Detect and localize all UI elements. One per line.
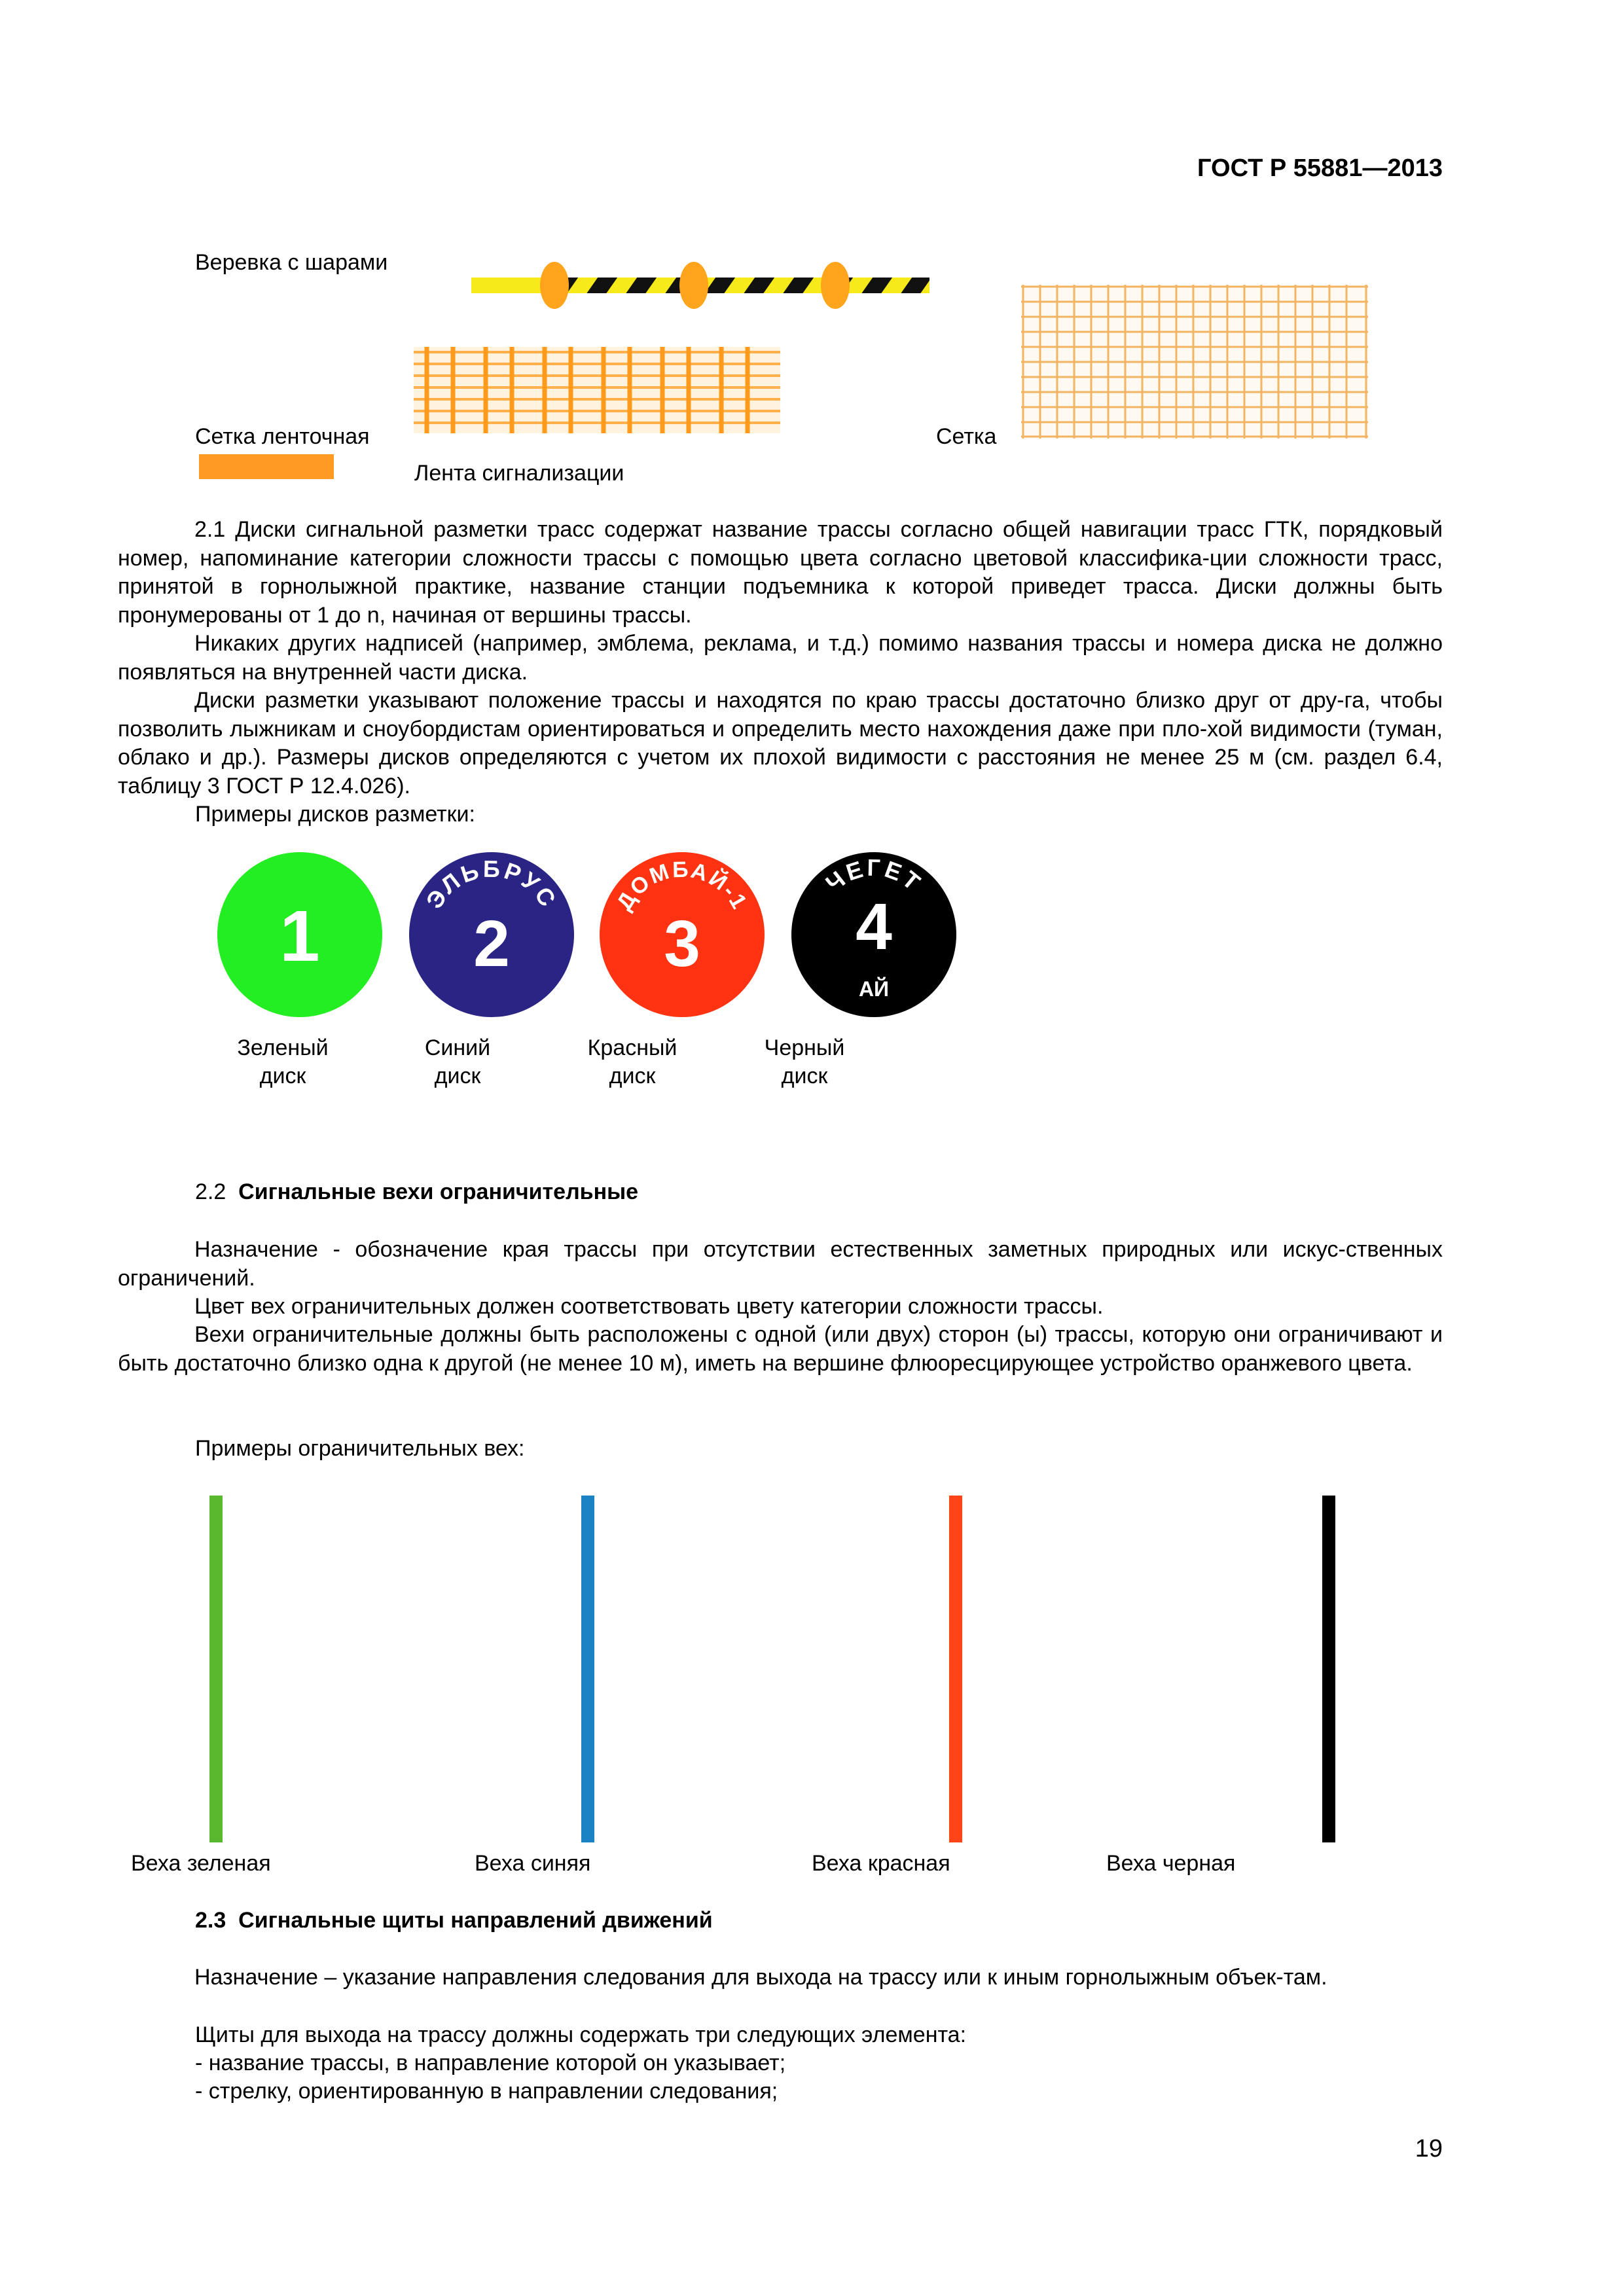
black-disc <box>790 851 958 1018</box>
rope-with-balls-image <box>471 262 929 314</box>
green-disc <box>216 851 384 1018</box>
tape-net-image <box>414 347 780 433</box>
document-code: ГОСТ Р 55881—2013 <box>1197 154 1443 182</box>
tape-net-label: Сетка ленточная <box>195 424 370 449</box>
red-disc <box>598 851 766 1018</box>
paragraph-2-2-purpose: Назначение - обозначение края трассы при отсутствии естественных заметных природных или искус-ственных ограничений. <box>118 1237 1443 1291</box>
blue-disc-caption: Синий диск <box>424 1035 491 1088</box>
blue-pole-label: Веха синяя <box>475 1851 591 1876</box>
section-2-2-heading: 2.2 Сигнальные вехи ограничительные <box>195 1179 639 1204</box>
green-pole-label: Веха зеленая <box>131 1851 271 1876</box>
black-disc-caption: Черный диск <box>764 1035 845 1088</box>
paragraph-2-2-placement: Вехи ограничительные должны быть расположены с одной (или двух) сторон (ы) трассы, которую они ограничивают и быть достаточно близко одна к другой (не менее 10 м), иметь на вершине флюоресцирующее устройство оранжевого цвета. <box>118 1322 1443 1376</box>
rope-label: Веревка с шарами <box>195 250 388 275</box>
disc-number: 3 <box>664 907 700 980</box>
blue-pole <box>581 1496 594 1842</box>
red-pole-label: Веха красная <box>812 1851 950 1876</box>
paragraph-2-3-purpose: Назначение – указание направления следования для выхода на трассу или к иным горнолыжным объек-там. <box>194 1965 1327 1990</box>
section-2-3-heading: 2.3 Сигнальные щиты направлений движений <box>195 1908 713 1933</box>
paragraph-2-2-color: Цвет вех ограничительных должен соответствовать цвету категории сложности трассы. <box>194 1294 1104 1319</box>
signboard-elements-intro: Щиты для выхода на трассу должны содержать три следующих элемента: <box>195 2022 967 2047</box>
red-pole <box>949 1496 962 1842</box>
paragraph-2-1-placement: Диски разметки указывают положение трассы и находятся по краю трассы достаточно близко друг от дру-га, чтобы позволить лыжникам и сноубордистам ориентироваться и определить место нахождения даже при пло-хой видимости (туман, облако и др.). Размеры дисков определяются с учетом их плохой видимости с расстояния не менее 25 м (см. раздел 6.4, таблицу 3 ГОСТ Р 12.4.026). <box>118 688 1443 798</box>
red-disc-caption: Красный диск <box>587 1035 677 1088</box>
blue-disc <box>408 851 575 1018</box>
paragraph-2-1-no-inscriptions: Никаких других надписей (например, эмблема, реклама, и т.д.) помимо названия трассы и номера диска не должно появляться на внутренней части диска. <box>118 631 1443 685</box>
disc-number: 2 <box>473 907 510 980</box>
disc-trail-name: ЭЛЬБРУС <box>420 855 563 914</box>
disc-number: 4 <box>856 890 892 963</box>
signboard-element-arrow: - стрелку, ориентированную в направлении следования; <box>195 2079 778 2104</box>
signal-tape-label: Лента сигнализации <box>414 461 624 486</box>
disc-station-name: АЙ <box>858 977 890 1001</box>
green-disc-caption: Зеленый диск <box>237 1035 329 1088</box>
page-number: 19 <box>1415 2135 1443 2162</box>
pole-examples-label: Примеры ограничительных вех: <box>195 1436 525 1461</box>
black-pole <box>1322 1496 1335 1842</box>
black-pole-label: Веха черная <box>1106 1851 1236 1876</box>
paragraph-2-1-intro: 2.1 Диски сигнальной разметки трасс содержат название трассы согласно общей навигации трасс ГТК, порядковый номер, напоминание категории сложности трассы с помощью цвета согласно цветовой классифика-ции сложности трасс, принятой в горнолыжной практике, название станции подъемника к которой приведет трасса. Диски должны быть пронумерованы от 1 до n, начиная от вершины трассы. <box>118 517 1443 628</box>
net-label: Сетка <box>936 424 997 449</box>
disc-number: 1 <box>280 896 320 977</box>
signal-tape-image <box>199 454 334 479</box>
green-pole <box>209 1496 223 1842</box>
signboard-element-trail-name: - название трассы, в направление которой он указывает; <box>195 2051 786 2075</box>
disc-examples-label: Примеры дисков разметки: <box>195 802 475 827</box>
net-image <box>1021 285 1368 439</box>
disc-trail-name: ЧЕГЕТ <box>820 853 928 897</box>
disc-trail-name: ДОМБАЙ-1 <box>611 857 753 915</box>
